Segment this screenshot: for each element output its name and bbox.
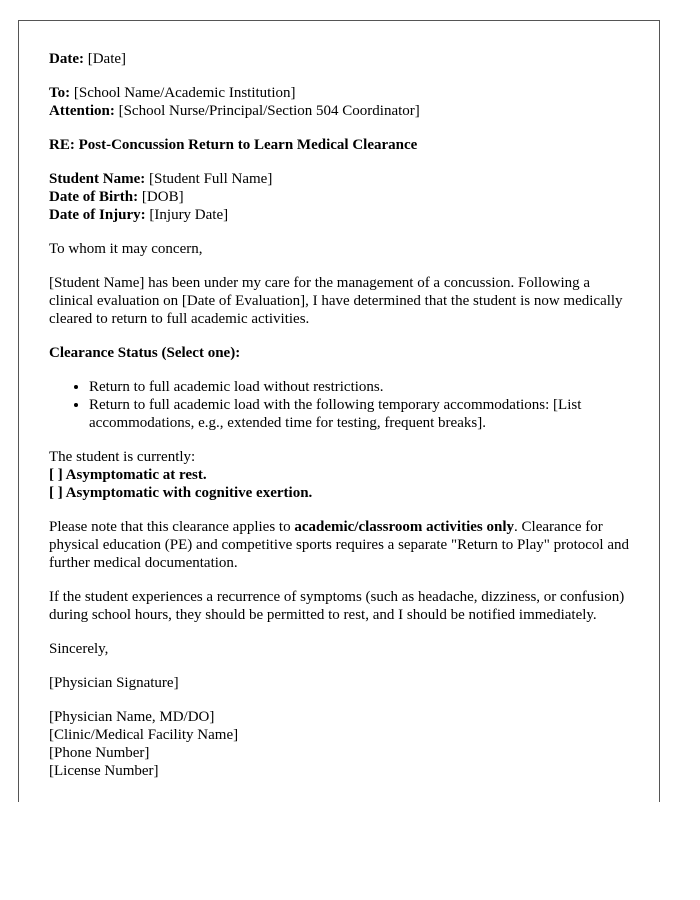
student-name-label: Student Name: bbox=[49, 171, 146, 187]
attention-label: Attention: bbox=[49, 103, 115, 119]
physician-name: [Physician Name, MD/DO] bbox=[49, 709, 215, 725]
to-line bbox=[49, 84, 629, 102]
scope-note-prefix: Please note that this clearance applies to bbox=[49, 519, 295, 535]
license-number: [License Number] bbox=[49, 763, 159, 779]
dob-label: Date of Birth: bbox=[49, 189, 139, 205]
recipient-block bbox=[49, 84, 629, 120]
letter-page bbox=[18, 20, 660, 802]
student-name-value: [Student Full Name] bbox=[145, 171, 273, 187]
injury-date-value: [Injury Date] bbox=[145, 207, 229, 223]
date-line bbox=[49, 50, 629, 68]
student-name-line bbox=[49, 170, 629, 188]
clearance-options-list bbox=[49, 378, 629, 432]
status-checkbox-item bbox=[49, 466, 629, 484]
clearance-heading-text: Clearance Status (Select one): bbox=[49, 345, 241, 361]
date-label: Date: bbox=[49, 51, 84, 67]
clearance-option: • Return to full academic load with the following temporary accommodations: [List accommodations, e.g., extended time for testing, frequent breaks]. bbox=[89, 396, 629, 432]
injury-date-line bbox=[49, 206, 629, 224]
current-status-block bbox=[49, 448, 629, 502]
status-checkbox-item bbox=[49, 484, 629, 502]
salutation: To whom it may concern, bbox=[49, 241, 203, 257]
recurrence-paragraph: If the student experiences a recurrence of symptoms (such as headache, dizziness, or confusion) during school hours, they should be permitted to rest, and I should be notified immediately. bbox=[49, 589, 625, 623]
injury-date-label: Date of Injury: bbox=[49, 207, 146, 223]
scope-note-suffix: . Clearance for physical education (PE) and competitive sports requires a separate "Return to Play" protocol and further medical documentation. bbox=[49, 519, 629, 571]
closing: Sincerely, bbox=[49, 641, 109, 657]
student-info-block bbox=[49, 170, 629, 224]
attention-value: [School Nurse/Principal/Section 504 Coordinator] bbox=[114, 103, 420, 119]
intro-paragraph: [Student Name] has been under my care for the management of a concussion. Following a clinical evaluation on [Date of Evaluation], I have determined that the student is now medically cleared to return to full academic activities. bbox=[49, 275, 623, 327]
status-checkbox-text: [ ] Asymptomatic with cognitive exertion. bbox=[49, 485, 313, 501]
scope-note-emphasis: academic/classroom activities only bbox=[294, 519, 515, 535]
to-value: [School Name/Academic Institution] bbox=[70, 85, 296, 101]
phone-number: [Phone Number] bbox=[49, 745, 150, 761]
subject-text: RE: Post-Concussion Return to Learn Medical Clearance bbox=[49, 137, 418, 153]
scope-note-paragraph bbox=[49, 518, 629, 572]
to-label: To: bbox=[49, 85, 71, 101]
clearance-heading bbox=[49, 344, 629, 362]
subject-line bbox=[49, 136, 629, 154]
dob-value: [DOB] bbox=[138, 189, 184, 205]
dob-line bbox=[49, 188, 629, 206]
signature-placeholder: [Physician Signature] bbox=[49, 675, 179, 691]
attention-line bbox=[49, 102, 629, 120]
clinic-name: [Clinic/Medical Facility Name] bbox=[49, 727, 239, 743]
status-checkbox-text: [ ] Asymptomatic at rest. bbox=[49, 467, 207, 483]
clearance-option: • Return to full academic load without restrictions. bbox=[89, 378, 629, 396]
date-value: [Date] bbox=[83, 51, 127, 67]
current-status-intro: The student is currently: bbox=[49, 449, 196, 465]
physician-details-block bbox=[49, 708, 629, 780]
